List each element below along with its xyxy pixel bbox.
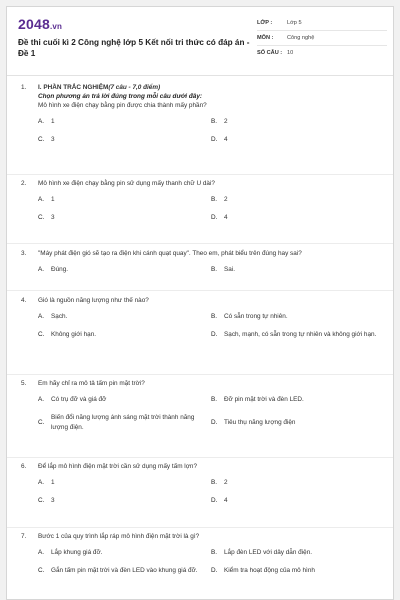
exam-header bbox=[7, 7, 393, 76]
answer-option-b[interactable] bbox=[211, 478, 384, 487]
option-key: A. bbox=[38, 312, 45, 320]
question-text: Gió là nguồn năng lượng như thế nào? bbox=[38, 297, 149, 304]
option-text: 4 bbox=[224, 214, 228, 222]
question-text: Mô hình xe điện chạy bằng pin được chia thành mấy phần? bbox=[38, 101, 207, 109]
section-instruction: Chọn phương án trả lời đúng trong mỗi câu dưới đây: bbox=[38, 92, 203, 100]
answer-option-c[interactable] bbox=[38, 135, 211, 144]
question-2 bbox=[21, 180, 383, 223]
option-text: 4 bbox=[224, 497, 228, 505]
answer-option-a[interactable] bbox=[38, 265, 211, 274]
option-text: Gắn tấm pin mặt trời và đèn LED vào khung giá đỡ. bbox=[51, 567, 198, 575]
logo-text: 2048 bbox=[18, 16, 50, 32]
question-header bbox=[21, 84, 383, 111]
answer-options bbox=[38, 395, 383, 432]
option-key: B. bbox=[211, 395, 218, 403]
question-7 bbox=[21, 533, 383, 576]
option-text: 1 bbox=[51, 117, 55, 125]
option-key: A. bbox=[38, 395, 45, 403]
answer-option-b[interactable] bbox=[211, 265, 384, 274]
site-logo[interactable] bbox=[18, 16, 62, 32]
question-header bbox=[21, 380, 383, 389]
answer-option-d[interactable] bbox=[211, 566, 384, 575]
option-key: B. bbox=[211, 312, 218, 320]
answer-option-a[interactable] bbox=[38, 478, 211, 487]
answer-option-a[interactable] bbox=[38, 117, 211, 126]
answer-option-a[interactable] bbox=[38, 548, 211, 557]
answer-option-d[interactable] bbox=[211, 135, 384, 144]
option-text: Sạch, mạnh, có sẵn trong tự nhiên và không giới hạn. bbox=[224, 331, 377, 339]
question-header bbox=[21, 463, 383, 472]
meta-label: LỚP : bbox=[257, 20, 273, 26]
answer-option-b[interactable] bbox=[211, 548, 384, 557]
question-6 bbox=[21, 463, 383, 506]
option-text: Sai. bbox=[224, 265, 236, 273]
option-key: B. bbox=[211, 195, 218, 203]
question-number: 2. bbox=[21, 180, 27, 187]
divider bbox=[7, 457, 393, 458]
answer-option-b[interactable] bbox=[211, 195, 384, 204]
option-text: 2 bbox=[224, 117, 228, 125]
answer-options bbox=[38, 548, 383, 576]
option-key: C. bbox=[38, 331, 45, 339]
option-text: 3 bbox=[51, 136, 55, 144]
option-text: Đúng. bbox=[51, 265, 69, 273]
answer-options bbox=[38, 312, 383, 340]
answer-option-b[interactable] bbox=[211, 312, 384, 321]
option-text: Có sẵn trong tự nhiên. bbox=[224, 312, 288, 320]
section-points: (7 câu - 7,0 điểm) bbox=[108, 84, 161, 91]
question-number: 1. bbox=[21, 84, 27, 91]
answer-option-c[interactable] bbox=[38, 496, 211, 505]
section-title-text: I. PHẦN TRẮC NGHIỆM bbox=[38, 84, 109, 91]
question-3 bbox=[21, 250, 383, 274]
divider bbox=[7, 527, 393, 528]
option-text: 3 bbox=[51, 497, 55, 505]
meta-row-subject bbox=[257, 31, 387, 46]
option-key: A. bbox=[38, 117, 45, 125]
answer-option-c[interactable] bbox=[38, 213, 211, 222]
option-text: 2 bbox=[224, 195, 228, 203]
answer-option-d[interactable] bbox=[211, 413, 384, 432]
question-number: 4. bbox=[21, 297, 27, 304]
answer-option-a[interactable] bbox=[38, 195, 211, 204]
option-text: Kiểm tra hoạt động của mô hình bbox=[224, 567, 315, 575]
option-text: Biến đổi năng lượng ánh sáng mặt trời thành năng lượng điện. bbox=[51, 414, 195, 431]
question-body bbox=[38, 84, 383, 111]
option-key: D. bbox=[211, 214, 218, 222]
meta-value: Lớp 5 bbox=[287, 20, 302, 26]
option-text: 2 bbox=[224, 478, 228, 486]
option-text: Đỡ pin mặt trời và đèn LED. bbox=[224, 395, 304, 403]
option-text: Tiêu thụ năng lượng điện bbox=[224, 418, 296, 426]
answer-options bbox=[38, 195, 383, 223]
option-key: C. bbox=[38, 497, 45, 505]
option-key: C. bbox=[38, 567, 45, 575]
answer-option-b[interactable] bbox=[211, 395, 384, 404]
option-text: Sạch. bbox=[51, 312, 68, 320]
question-header bbox=[21, 297, 383, 306]
question-number: 7. bbox=[21, 533, 27, 540]
question-number: 5. bbox=[21, 380, 27, 387]
option-key: D. bbox=[211, 331, 218, 339]
exam-meta-table bbox=[257, 16, 387, 60]
divider bbox=[7, 374, 393, 375]
answer-option-d[interactable] bbox=[211, 330, 384, 339]
option-text: 3 bbox=[51, 214, 55, 222]
question-header bbox=[21, 250, 383, 259]
option-key: B. bbox=[211, 117, 218, 125]
option-text: Không giới hạn. bbox=[51, 331, 97, 339]
question-text: Bước 1 của quy trình lắp ráp mô hình điện mặt trời là gì? bbox=[38, 533, 200, 540]
option-text: Lắp khung giá đỡ. bbox=[51, 548, 103, 556]
meta-label: SỐ CÂU : bbox=[257, 50, 283, 56]
question-text: Em hãy chỉ ra mô tả tấm pin mặt trời? bbox=[38, 380, 145, 387]
exam-page bbox=[6, 6, 394, 600]
question-text: "Máy phát điện gió sẽ tạo ra điện khi cánh quạt quay". Theo em, phát biểu trên đúng hay sai? bbox=[38, 250, 302, 257]
option-key: A. bbox=[38, 548, 45, 556]
option-key: C. bbox=[38, 136, 45, 144]
question-header bbox=[21, 180, 383, 189]
answer-option-b[interactable] bbox=[211, 117, 384, 126]
answer-option-d[interactable] bbox=[211, 213, 384, 222]
option-key: B. bbox=[211, 265, 218, 273]
answer-option-d[interactable] bbox=[211, 496, 384, 505]
answer-options bbox=[38, 117, 383, 145]
divider bbox=[7, 243, 393, 244]
meta-row-grade bbox=[257, 16, 387, 31]
meta-label: MÔN : bbox=[257, 35, 274, 41]
meta-value: 10 bbox=[287, 50, 294, 56]
option-key: C. bbox=[38, 418, 45, 426]
question-4 bbox=[21, 297, 383, 340]
option-key: B. bbox=[211, 548, 218, 556]
answer-options bbox=[38, 478, 383, 506]
option-text: 1 bbox=[51, 478, 55, 486]
divider bbox=[7, 290, 393, 291]
option-text: 1 bbox=[51, 195, 55, 203]
answer-option-c[interactable] bbox=[38, 413, 211, 432]
option-key: B. bbox=[211, 478, 218, 486]
option-key: A. bbox=[38, 265, 45, 273]
question-5 bbox=[21, 380, 383, 432]
question-text: Để lắp mô hình điện mặt trời cần sử dụng mấy tấm lợn? bbox=[38, 463, 198, 470]
answer-option-c[interactable] bbox=[38, 566, 211, 575]
option-key: D. bbox=[211, 567, 218, 575]
question-text: Mô hình xe điện chạy bằng pin sử dụng mấy thanh chữ U dài? bbox=[38, 180, 215, 187]
option-text: Có trụ đỡ và giá đỡ bbox=[51, 395, 107, 403]
exam-title: Đề thi cuối kì 2 Công nghệ lớp 5 Kết nối tri thức có đáp án - Đề 1 bbox=[18, 38, 250, 59]
answer-option-a[interactable] bbox=[38, 312, 211, 321]
option-text: Lắp đèn LED với dây dẫn điện. bbox=[224, 548, 313, 556]
question-number: 6. bbox=[21, 463, 27, 470]
option-key: D. bbox=[211, 497, 218, 505]
option-key: A. bbox=[38, 195, 45, 203]
answer-options bbox=[38, 265, 383, 274]
meta-value: Công nghệ bbox=[287, 35, 315, 41]
question-1 bbox=[21, 84, 383, 144]
logo-suffix: .vn bbox=[49, 22, 63, 31]
option-key: C. bbox=[38, 214, 45, 222]
option-text: 4 bbox=[224, 136, 228, 144]
answer-option-c[interactable] bbox=[38, 330, 211, 339]
question-header bbox=[21, 533, 383, 542]
question-number: 3. bbox=[21, 250, 27, 257]
answer-option-a[interactable] bbox=[38, 395, 211, 404]
option-key: D. bbox=[211, 418, 218, 426]
option-key: D. bbox=[211, 136, 218, 144]
meta-row-count bbox=[257, 46, 387, 60]
option-key: A. bbox=[38, 478, 45, 486]
divider bbox=[7, 174, 393, 175]
section-title bbox=[38, 84, 383, 93]
